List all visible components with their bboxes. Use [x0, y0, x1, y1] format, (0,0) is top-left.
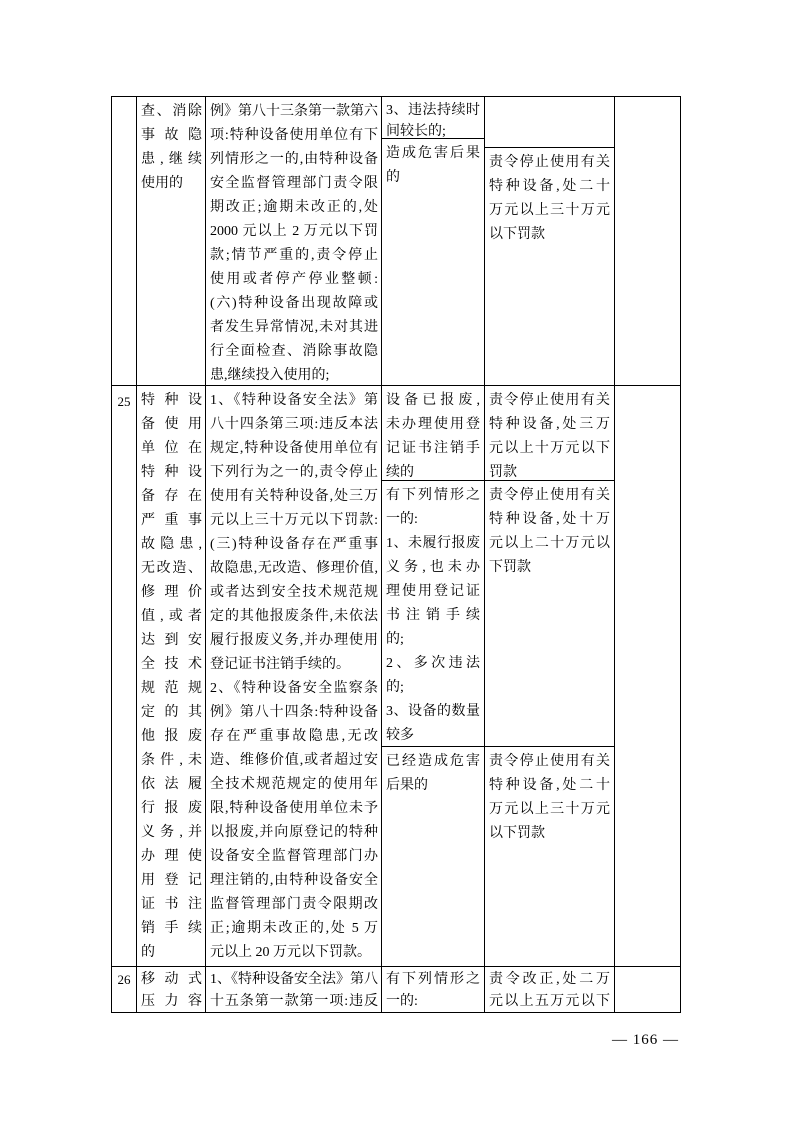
text-line: 行全面检查、消除事故隐: [210, 344, 378, 359]
text-line: 规范规: [141, 681, 202, 696]
text-line: 以下罚款: [489, 227, 545, 242]
text-line: 全技术: [141, 657, 202, 672]
text-line: 限,特种设备使用单位未予: [210, 801, 378, 816]
text-line: 他报废: [141, 729, 202, 744]
text-line: 全技术规范规定的使用年: [210, 777, 378, 792]
text-line: 达到安: [141, 633, 202, 648]
text-line: 使用的: [141, 176, 183, 191]
text-line: 罚款: [489, 465, 517, 480]
text-line: 值,或者: [141, 609, 202, 624]
text-line: (六)特种设备出现故障或: [210, 296, 378, 311]
text-line: 责令停止使用有关: [489, 488, 610, 503]
text-line: 登记证书注销手续的。: [210, 657, 350, 672]
text-line: 的: [386, 170, 400, 185]
legal-basis-cell: [205, 966, 382, 1013]
penalty-cell: [484, 147, 615, 386]
text-line: 修理价: [141, 585, 202, 600]
text-line: 以报废,并向原登记的特种: [210, 825, 378, 840]
text-line: 记证书注销手: [386, 441, 480, 456]
text-line: 定的其: [141, 705, 202, 720]
circumstance-cell: [381, 480, 485, 747]
serial-number-cell: 25: [111, 385, 137, 967]
text-line: 事故隐: [141, 128, 202, 143]
text-line: 元以上二十万元以: [489, 536, 610, 551]
text-line: 后果的: [386, 778, 428, 793]
text-line: 压力容: [141, 994, 202, 1009]
text-line: 特种设备,处二十: [489, 179, 610, 194]
text-line: 书注销手续: [386, 608, 480, 623]
text-line: 间较长的;: [386, 124, 446, 139]
serial-number-cell: 26: [111, 966, 137, 1013]
text-line: 使用或者停产停业整顿:: [210, 272, 378, 287]
legal-basis-cell: [205, 385, 382, 967]
text-line: 十五条第一款第一项:违反: [210, 994, 378, 1009]
text-line: 严重事: [141, 513, 202, 528]
text-line: 续的: [386, 465, 414, 480]
text-line: 元以上十万元以下: [489, 441, 610, 456]
penalty-table: [111, 96, 681, 1013]
text-line: 定的其他报废条件,未依法: [210, 609, 378, 624]
text-line: 3、违法持续时: [386, 103, 480, 118]
penalty-cell: [484, 96, 615, 148]
text-line: 2、《特种设备安全监察条: [210, 681, 378, 696]
text-line: 万元以上三十万元: [489, 203, 610, 218]
text-line: 故隐患,无改造、修理价值,: [210, 561, 378, 576]
text-line: 患,继续投入使用的;: [210, 368, 330, 383]
remark-cell: [614, 385, 681, 967]
text-line: 理使用登记证: [386, 584, 480, 599]
text-line: 元以上 20 万元以下罚款。: [210, 945, 371, 960]
text-line: 责令停止使用有关: [489, 754, 610, 769]
text-line: 备存在: [141, 489, 202, 504]
text-line: 一的:: [386, 512, 418, 527]
text-line: 正;逾期未改正的,处 5 万: [210, 921, 378, 936]
text-line: 依法履: [141, 777, 202, 792]
text-line: 未办理使用登: [386, 417, 480, 432]
text-line: 或者达到安全技术规范规: [210, 585, 378, 600]
text-line: 规定,特种设备使用单位有: [210, 441, 378, 456]
circumstance-cell: [381, 966, 485, 1013]
text-line: 者发生异常情况,未对其进: [210, 320, 378, 335]
text-line: 义务,并: [141, 825, 202, 840]
penalty-cell: [484, 746, 615, 967]
text-line: 证书注: [141, 897, 202, 912]
text-line: 责令停止使用有关: [489, 155, 610, 170]
text-line: 下罚款: [489, 560, 531, 575]
text-line: 用登记: [141, 873, 202, 888]
circumstance-cell: [381, 746, 485, 967]
text-line: 1、未履行报废: [386, 536, 480, 551]
text-line: 行报废: [141, 801, 202, 816]
text-line: 移动式: [141, 972, 202, 987]
circumstance-cell: [381, 96, 485, 139]
legal-basis-cell: [205, 96, 382, 386]
text-line: 备使用: [141, 417, 202, 432]
text-line: 有下列情形之: [386, 972, 480, 987]
penalty-cell: [484, 966, 615, 1013]
text-line: 3、设备的数量: [386, 704, 480, 719]
text-line: 元以上三十万元以下罚款:: [210, 513, 378, 528]
text-line: 造成危害后果: [386, 146, 480, 161]
text-line: 设备已报废,: [386, 393, 480, 408]
page-number: — 166 —: [612, 1032, 679, 1048]
text-line: 款;情节严重的,责令停止: [210, 248, 378, 263]
text-line: 履行报废义务,并办理使用: [210, 633, 378, 648]
text-line: 的;: [386, 632, 404, 647]
text-line: 2、多次违法: [386, 656, 480, 671]
text-line: 的: [141, 945, 155, 960]
penalty-cell: [484, 480, 615, 747]
text-line: 2000 元以上 2 万元以下罚: [210, 224, 378, 239]
text-line: 责令停止使用有关: [489, 393, 610, 408]
remark-cell: [614, 966, 681, 1013]
text-line: 有下列情形之: [386, 488, 480, 503]
text-line: 八十四条第三项:违反本法: [210, 417, 378, 432]
text-line: 监督管理部门责令限期改: [210, 897, 378, 912]
text-line: 责令改正,处二万: [489, 972, 610, 987]
text-line: 使用有关特种设备,处三万: [210, 489, 378, 504]
violation-cell: [136, 966, 206, 1013]
text-line: 例》第八十三条第一款第六: [210, 104, 378, 119]
text-line: 办理使: [141, 849, 202, 864]
text-line: 列情形之一的,由特种设备: [210, 152, 378, 167]
text-line: 元以上五万元以下: [489, 994, 610, 1009]
text-line: 存在严重事故隐患,无改: [210, 729, 378, 744]
violation-cell: [136, 96, 206, 386]
text-line: 义务,也未办: [386, 560, 480, 575]
text-line: 造、维修价值,或者超过安: [210, 753, 378, 768]
text-line: 期改正;逾期未改正的,处: [210, 200, 378, 215]
remark-cell: [614, 96, 681, 386]
text-line: 查、消除: [141, 104, 202, 119]
text-line: 1、《特种设备安全法》第: [210, 393, 378, 408]
text-line: 的;: [386, 680, 404, 695]
violation-cell: [136, 385, 206, 967]
text-line: 单位在: [141, 441, 202, 456]
circumstance-cell: [381, 138, 485, 386]
text-line: 例》第八十四条:特种设备: [210, 705, 378, 720]
text-line: 万元以上三十万元: [489, 802, 610, 817]
penalty-cell: [484, 385, 615, 481]
text-line: 较多: [386, 728, 414, 743]
text-line: 理注销的,由特种设备安全: [210, 873, 378, 888]
text-line: 患,继续: [141, 152, 202, 167]
text-line: 销手续: [141, 921, 202, 936]
text-line: 以下罚款: [489, 826, 545, 841]
circumstance-cell: [381, 385, 485, 481]
text-line: 条件,未: [141, 753, 202, 768]
text-line: 项:特种设备使用单位有下: [210, 128, 378, 143]
text-line: 特种设: [141, 393, 202, 408]
text-line: 设备安全监督管理部门办: [210, 849, 378, 864]
serial-number-cell: [111, 96, 137, 386]
text-line: 一的:: [386, 994, 418, 1009]
text-line: 特种设: [141, 465, 202, 480]
text-line: 已经造成危害: [386, 754, 480, 769]
text-line: 故隐患,: [141, 537, 202, 552]
text-line: 安全监督管理部门责令限: [210, 176, 378, 191]
text-line: 特种设备,处二十: [489, 778, 610, 793]
text-line: 1、《特种设备安全法》第八: [210, 972, 378, 987]
text-line: 下列行为之一的,责令停止: [210, 465, 378, 480]
text-line: 特种设备,处三万: [489, 417, 610, 432]
text-line: 特种设备,处十万: [489, 512, 610, 527]
text-line: (三)特种设备存在严重事: [210, 537, 378, 552]
text-line: 无改造、: [141, 561, 202, 576]
